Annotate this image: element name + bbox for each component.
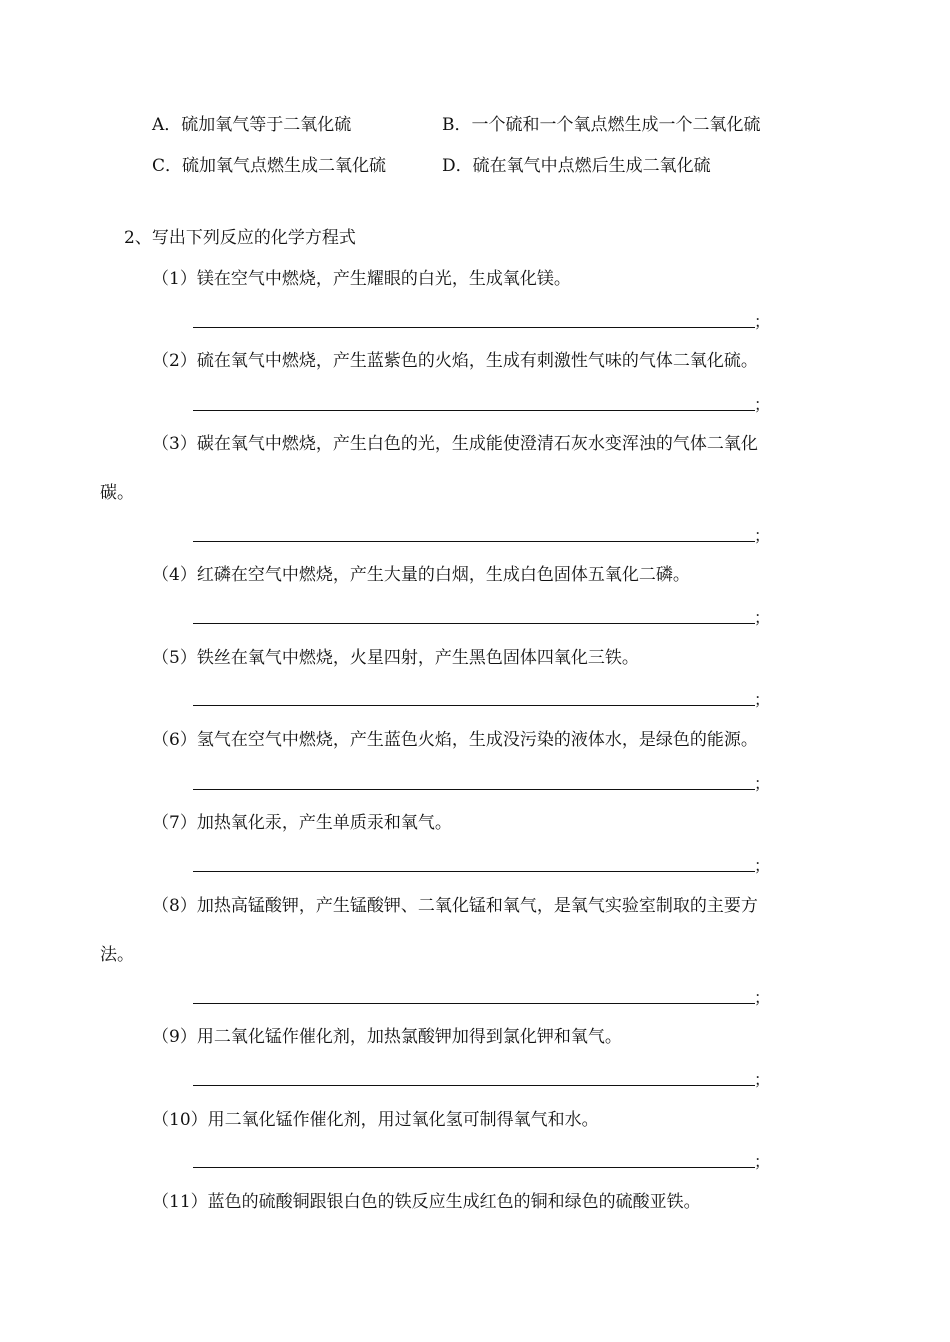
semicolon: ； (754, 1152, 771, 1171)
item-8-text: （8）加热高锰酸钾，产生锰酸钾、二氧化锰和氧气，是氧气实验室制取的主要方 (152, 896, 758, 916)
semicolon: ； (754, 690, 771, 709)
item-6-text: （6）氢气在空气中燃烧，产生蓝色火焰，生成没污染的液体水，是绿色的能源。 (152, 730, 758, 750)
semicolon: ； (754, 526, 771, 545)
item-9-text: （9）用二氧化锰作催化剂，加热氯酸钾加得到氯化钾和氧气。 (152, 1027, 622, 1047)
item-11-text: （11）蓝色的硫酸铜跟银白色的铁反应生成红色的铜和绿色的硫酸亚铁。 (152, 1192, 701, 1212)
option-d: D．硫在氧气中点燃后生成二氧化硫 (442, 156, 711, 176)
item-5-text: （5）铁丝在氧气中燃烧，火星四射，产生黑色固体四氧化三铁。 (152, 648, 639, 668)
semicolon: ； (754, 395, 771, 414)
item-7-text: （7）加热氧化汞，产生单质汞和氧气。 (152, 813, 452, 833)
option-c: C．硫加氧气点燃生成二氧化硫 (152, 156, 387, 176)
item-3-text: （3）碳在氧气中燃烧，产生白色的光，生成能使澄清石灰水变浑浊的气体二氧化 (152, 434, 758, 454)
answer-blank-7[interactable] (193, 871, 755, 872)
semicolon: ； (754, 1070, 771, 1089)
semicolon: ； (754, 774, 771, 793)
item-4-text: （4）红磷在空气中燃烧，产生大量的白烟，生成白色固体五氧化二磷。 (152, 565, 690, 585)
answer-blank-8[interactable] (193, 1003, 755, 1004)
semicolon: ； (754, 608, 771, 627)
option-b: B．一个硫和一个氧点燃生成一个二氧化硫 (442, 115, 761, 135)
answer-blank-1[interactable] (193, 327, 755, 328)
answer-blank-6[interactable] (193, 789, 755, 790)
item-3-continuation: 碳。 (100, 483, 134, 503)
answer-blank-9[interactable] (193, 1085, 755, 1086)
item-2-text: （2）硫在氧气中燃烧，产生蓝紫色的火焰，生成有刺激性气味的气体二氧化硫。 (152, 351, 758, 371)
answer-blank-10[interactable] (193, 1167, 755, 1168)
question-heading: 2、写出下列反应的化学方程式 (124, 228, 356, 248)
item-1-text: （1）镁在空气中燃烧，产生耀眼的白光，生成氧化镁。 (152, 269, 571, 289)
option-a: A．硫加氧气等于二氧化硫 (152, 115, 352, 135)
semicolon: ； (754, 988, 771, 1007)
item-8-continuation: 法。 (100, 945, 134, 965)
answer-blank-2[interactable] (193, 410, 755, 411)
semicolon: ； (754, 856, 771, 875)
answer-blank-5[interactable] (193, 705, 755, 706)
answer-blank-4[interactable] (193, 623, 755, 624)
semicolon: ； (754, 312, 771, 331)
answer-blank-3[interactable] (193, 541, 755, 542)
item-10-text: （10）用二氧化锰作催化剂，用过氧化氢可制得氧气和水。 (152, 1110, 599, 1130)
